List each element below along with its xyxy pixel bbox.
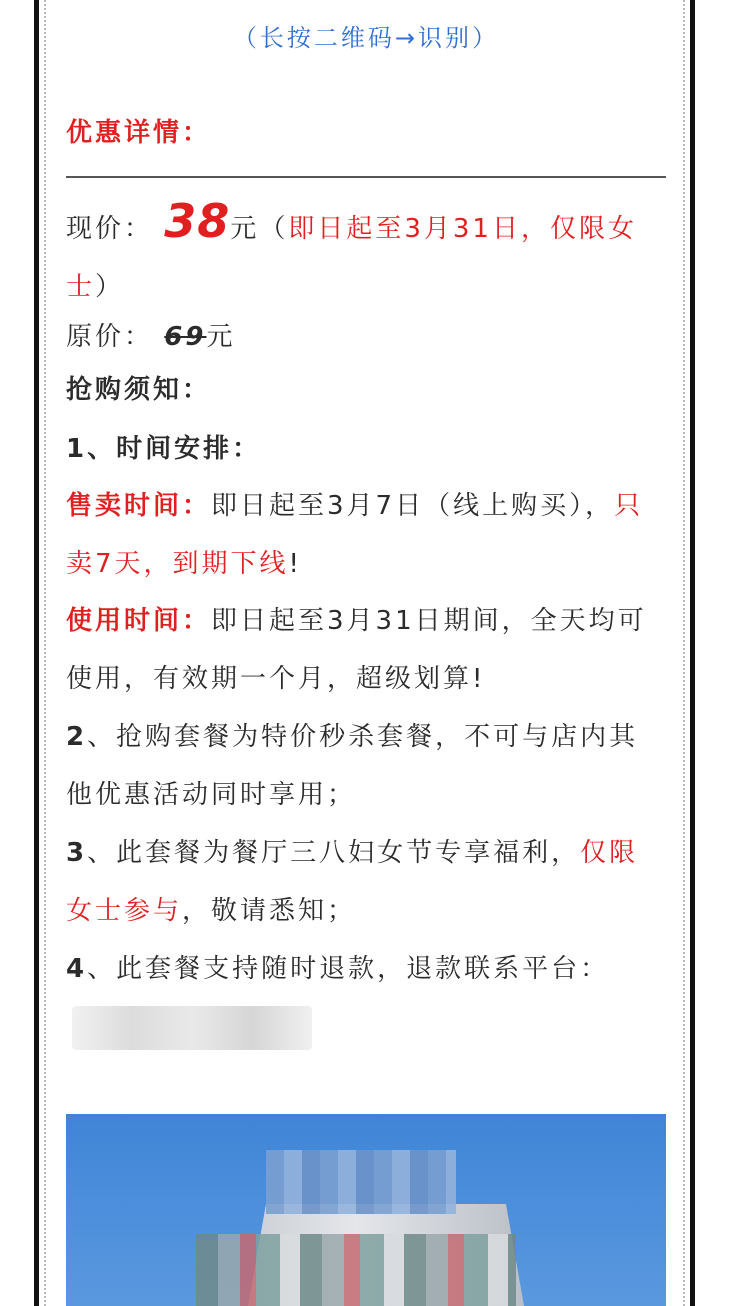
divider: [66, 176, 666, 178]
notice-title: 抢购须知：: [66, 375, 212, 405]
frame-border-left: [34, 0, 39, 1306]
item-4-text: 、此套餐支持随时退款，退款联系平台：: [87, 954, 610, 984]
original-price-paragraph: [66, 308, 666, 366]
item-4-paragraph: [66, 940, 666, 1056]
current-price-label: 现价：: [66, 214, 154, 244]
current-price-paragraph: [66, 192, 666, 316]
use-time-label: 使用时间：: [66, 606, 212, 636]
restaurant-photo: [66, 1114, 666, 1306]
sale-time-label: 售卖时间：: [66, 491, 212, 521]
blurred-signage-top: [266, 1150, 456, 1214]
note-open: （: [259, 214, 289, 244]
original-price-value: 69: [164, 322, 207, 352]
item-2-number: 2: [66, 722, 88, 752]
use-time-paragraph: [66, 592, 666, 708]
item-3-number: 3: [66, 838, 88, 868]
frame-dotted-right: [683, 0, 685, 1306]
sale-time-paragraph: [66, 477, 666, 593]
sale-time-text: 即日起至3月7日（线上购买），: [211, 491, 615, 521]
item-3-text: 、此套餐为餐厅三八妇女节专享福利，: [87, 838, 581, 868]
item-3-paragraph: [66, 824, 666, 940]
current-price-note: 即日起至3月31日，仅限女士: [66, 214, 637, 302]
original-price-label: 原价：: [66, 322, 154, 352]
item-4-number: 4: [66, 954, 88, 984]
item-2-paragraph: [66, 708, 666, 824]
qr-hint-text: （长按二维码→识别）: [232, 24, 500, 52]
item-3-highlight: 仅限女士参与: [66, 838, 639, 926]
section-title: 优惠详情：: [66, 118, 212, 148]
redacted-contact: [72, 1006, 312, 1050]
item-3-end: ，敬请悉知；: [182, 896, 357, 926]
frame-dotted-left: [44, 0, 46, 1306]
blurred-signage-bottom: [196, 1234, 516, 1306]
current-price-unit: 元: [230, 214, 260, 244]
item-2-text: 、抢购套餐为特价秒杀套餐，不可与店内其他优惠活动同时享用；: [66, 722, 639, 810]
sale-time-end: !: [288, 549, 302, 579]
item-1-title: 1、时间安排：: [66, 434, 262, 464]
use-time-text: 即日起至3月31日期间，全天均可使用，有效期一个月，超级划算!: [66, 606, 647, 694]
note-close: ）: [95, 272, 125, 302]
frame-border-right: [690, 0, 695, 1306]
sale-time-highlight: 只卖7天，到期下线: [66, 491, 644, 579]
original-price-unit: 元: [206, 322, 236, 352]
current-price-value: 38: [164, 194, 231, 248]
